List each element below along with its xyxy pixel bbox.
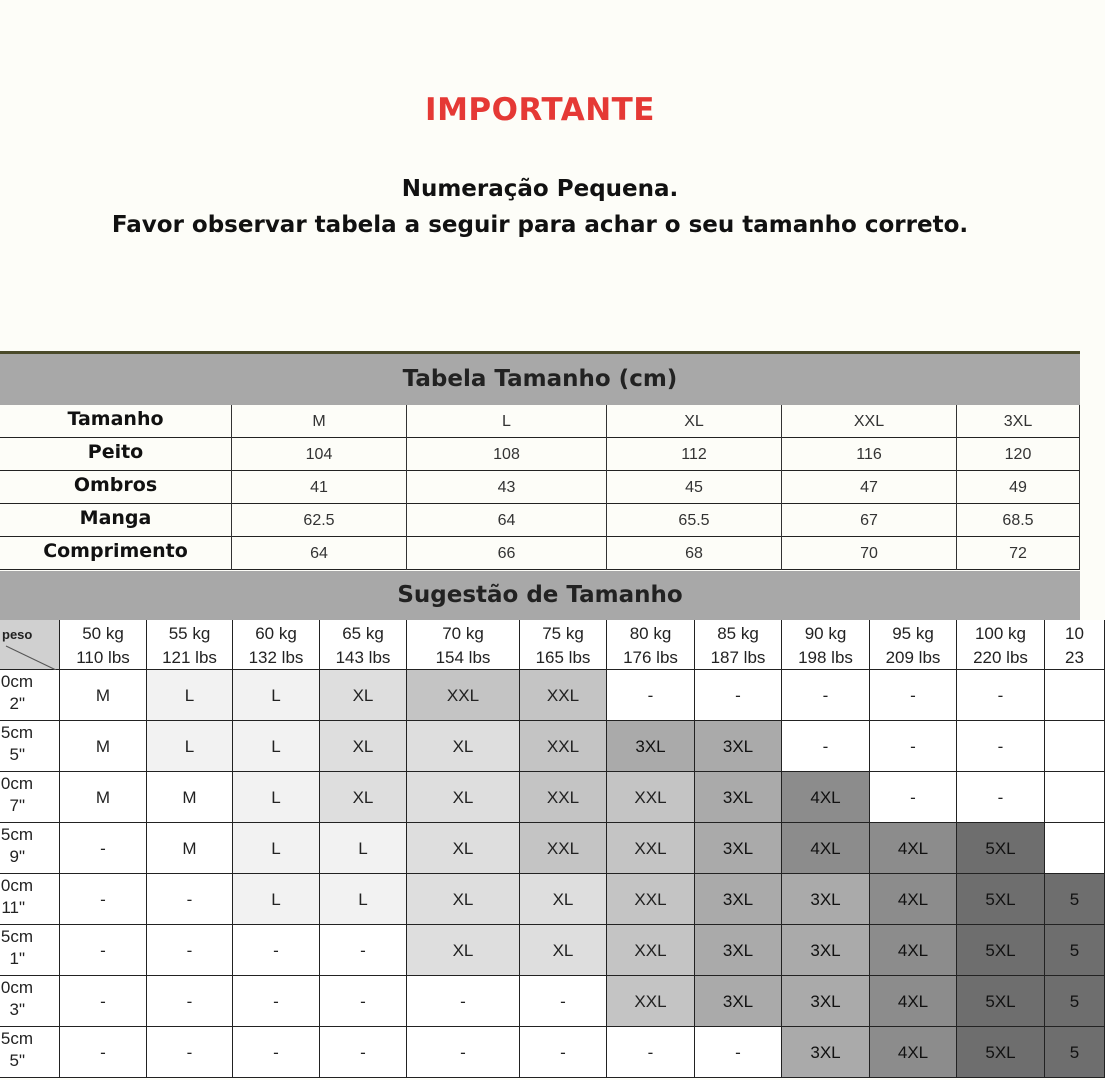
size-suggestion-cell: L <box>233 823 320 874</box>
suggestion-row <box>0 925 1080 976</box>
size-suggestion-cell: XL <box>520 874 607 925</box>
size-suggestion-cell: XXL <box>520 721 607 772</box>
size-suggestion-cell: - <box>320 1027 407 1078</box>
size-table-cell: 64 <box>232 537 407 570</box>
height-ft-label: 2" <box>9 694 25 713</box>
height-label-cell <box>0 772 60 823</box>
height-label-cell <box>0 1027 60 1078</box>
size-suggestion-cell: - <box>695 670 782 721</box>
suggestion-row <box>0 976 1080 1027</box>
height-ft-label: 3" <box>9 1000 25 1019</box>
height-cm-label: 5cm <box>0 723 33 742</box>
size-suggestion-cell: 3XL <box>695 823 782 874</box>
size-table-row <box>0 438 1080 471</box>
size-table-cell: 43 <box>407 471 607 504</box>
size-table-cell: 3XL <box>957 405 1080 438</box>
height-label-cell <box>0 874 60 925</box>
weight-kg-label: 60 kg <box>255 624 297 643</box>
size-suggestion-cell: L <box>320 874 407 925</box>
weight-lbs-label: 198 lbs <box>798 648 853 667</box>
weight-header-cell <box>407 620 520 670</box>
weight-lbs-label: 110 lbs <box>76 648 130 667</box>
size-suggestion-cell: - <box>60 823 147 874</box>
height-cm-label: 5cm <box>0 927 33 946</box>
weight-header-cell <box>520 620 607 670</box>
size-suggestion-cell: 5XL <box>957 823 1045 874</box>
size-table-cell: 64 <box>407 504 607 537</box>
size-suggestion-cell: - <box>147 976 233 1027</box>
size-table-cell: XL <box>607 405 782 438</box>
height-label-cell <box>0 823 60 874</box>
height-label-cell <box>0 670 60 721</box>
size-table-cell: 104 <box>232 438 407 471</box>
size-table-cell: 62.5 <box>232 504 407 537</box>
size-suggestion-cell: 5XL <box>957 976 1045 1027</box>
size-table-row-label: Ombros <box>0 471 232 504</box>
weight-kg-label: 75 kg <box>542 624 584 643</box>
size-suggestion-cell: 3XL <box>782 1027 870 1078</box>
size-suggestion-cell: M <box>147 772 233 823</box>
size-suggestion-cell: XL <box>407 772 520 823</box>
weight-lbs-label: 154 lbs <box>435 648 491 667</box>
size-table-row <box>0 405 1080 438</box>
weight-kg-label: 90 kg <box>804 624 847 643</box>
weight-lbs-label: 23 <box>1065 648 1084 667</box>
weight-kg-label: 65 kg <box>342 624 384 643</box>
size-suggestion-cell: - <box>520 1027 607 1078</box>
size-suggestion-cell: - <box>320 925 407 976</box>
size-table-cell: M <box>232 405 407 438</box>
size-suggestion-cell: L <box>147 721 233 772</box>
size-suggestion-cell: XXL <box>520 670 607 721</box>
size-table-cell: 45 <box>607 471 782 504</box>
weight-header-cell <box>233 620 320 670</box>
weight-lbs-label: 132 lbs <box>248 648 304 667</box>
weight-header-cell <box>782 620 870 670</box>
notice-line-2: Favor observar tabela a seguir para achar o seu tamanho correto. <box>111 212 969 238</box>
height-ft-label: 1" <box>9 949 25 968</box>
weight-lbs-label: 209 lbs <box>885 648 941 667</box>
height-cm-label: 0cm <box>0 876 33 895</box>
size-suggestion-cell <box>1045 721 1105 772</box>
size-suggestion-cell: 5XL <box>957 925 1045 976</box>
size-table-cell: L <box>407 405 607 438</box>
size-table-row-label: Comprimento <box>0 537 232 570</box>
weight-header-cell <box>695 620 782 670</box>
size-suggestion-cell: 5 <box>1045 925 1105 976</box>
size-suggestion-cell: XXL <box>607 874 695 925</box>
height-ft-label: 5" <box>9 1051 25 1070</box>
size-suggestion-cell: XL <box>520 925 607 976</box>
size-suggestion-cell: 3XL <box>695 874 782 925</box>
size-table-cell: 68.5 <box>957 504 1080 537</box>
size-table-cell: 112 <box>607 438 782 471</box>
size-suggestion-cell: 5 <box>1045 976 1105 1027</box>
height-cm-label: 0cm <box>0 978 33 997</box>
height-ft-label: 9" <box>9 847 25 866</box>
size-table-row <box>0 471 1080 504</box>
weight-axis-label: peso <box>2 627 33 642</box>
size-suggestion-cell: XXL <box>607 772 695 823</box>
size-table-row-label: Peito <box>0 438 232 471</box>
size-suggestion-cell: - <box>782 670 870 721</box>
size-suggestion-cell: 5 <box>1045 1027 1105 1078</box>
size-suggestion-cell: 5 <box>1045 874 1105 925</box>
size-suggestion-cell: - <box>233 976 320 1027</box>
height-cm-label: 0cm <box>0 672 33 691</box>
weight-header-cell <box>870 620 957 670</box>
height-label-cell <box>0 721 60 772</box>
height-cm-label: 0cm <box>0 774 33 793</box>
size-suggestion-cell: XXL <box>607 823 695 874</box>
size-table-cell: 67 <box>782 504 957 537</box>
size-table-title: Tabela Tamanho (cm) <box>0 354 1080 405</box>
weight-header-cell <box>147 620 233 670</box>
weight-lbs-label: 165 lbs <box>535 648 591 667</box>
size-suggestion-cell <box>1045 823 1105 874</box>
weight-kg-label: 10 <box>1065 624 1084 643</box>
size-suggestion-cell: L <box>233 874 320 925</box>
height-ft-label: 5" <box>9 745 25 764</box>
size-table-cell: 108 <box>407 438 607 471</box>
suggestion-row <box>0 721 1080 772</box>
weight-header-cell <box>60 620 147 670</box>
size-suggestion-cell: 3XL <box>695 976 782 1027</box>
size-suggestion-cell: M <box>60 772 147 823</box>
size-suggestion-cell: XXL <box>607 976 695 1027</box>
suggestion-row <box>0 670 1080 721</box>
height-label-cell <box>0 925 60 976</box>
height-cm-label: 5cm <box>0 1029 33 1048</box>
table-corner-cell <box>0 620 60 670</box>
size-suggestion-cell: - <box>695 1027 782 1078</box>
size-suggestion-cell: L <box>233 721 320 772</box>
suggestion-row <box>0 1027 1080 1078</box>
size-suggestion-cell: 4XL <box>870 874 957 925</box>
size-suggestion-cell: 4XL <box>870 823 957 874</box>
weight-kg-label: 70 kg <box>442 624 484 643</box>
height-ft-label: 11" <box>1 898 25 917</box>
weight-header-cell <box>957 620 1045 670</box>
size-table-cell: 41 <box>232 471 407 504</box>
size-table-cell: 47 <box>782 471 957 504</box>
weight-header-cell <box>320 620 407 670</box>
size-suggestion-cell: - <box>147 925 233 976</box>
size-suggestion-cell: - <box>60 1027 147 1078</box>
size-suggestion-cell: M <box>60 670 147 721</box>
size-table-cell: 65.5 <box>607 504 782 537</box>
size-table-row <box>0 537 1080 570</box>
size-suggestion-cell: XL <box>320 772 407 823</box>
size-suggestion-cell: - <box>957 721 1045 772</box>
size-suggestion-cell: 4XL <box>782 772 870 823</box>
size-table-cell: 68 <box>607 537 782 570</box>
size-table-row-label: Manga <box>0 504 232 537</box>
notice-line-1: Numeração Pequena. <box>401 176 679 202</box>
weight-header-cell <box>607 620 695 670</box>
size-suggestion-cell: - <box>607 1027 695 1078</box>
size-suggestion-cell: - <box>782 721 870 772</box>
height-label-cell <box>0 976 60 1027</box>
size-suggestion-cell: 4XL <box>782 823 870 874</box>
size-table-row-label: Tamanho <box>0 405 232 438</box>
size-suggestion-cell: - <box>320 976 407 1027</box>
weight-kg-label: 50 kg <box>82 624 124 643</box>
suggestion-table <box>0 620 1084 1080</box>
size-suggestion-cell: - <box>233 1027 320 1078</box>
notice-section <box>0 0 1080 352</box>
weight-lbs-label: 121 lbs <box>162 648 217 667</box>
size-suggestion-cell: XL <box>320 670 407 721</box>
size-suggestion-cell: M <box>60 721 147 772</box>
size-suggestion-cell: - <box>147 874 233 925</box>
size-suggestion-cell: L <box>320 823 407 874</box>
size-suggestion-cell: 4XL <box>870 1027 957 1078</box>
size-table-cell: 66 <box>407 537 607 570</box>
size-suggestion-cell <box>1045 772 1105 823</box>
notice-title: IMPORTANTE <box>425 92 655 128</box>
size-suggestion-cell: XXL <box>520 823 607 874</box>
weight-lbs-label: 187 lbs <box>710 648 766 667</box>
size-suggestion-cell: 3XL <box>782 874 870 925</box>
size-suggestion-cell: - <box>407 976 520 1027</box>
size-suggestion-cell: L <box>233 772 320 823</box>
size-suggestion-cell: L <box>147 670 233 721</box>
size-suggestion-cell: 3XL <box>695 772 782 823</box>
height-ft-label: 7" <box>9 796 25 815</box>
weight-kg-label: 80 kg <box>629 624 672 643</box>
height-cm-label: 5cm <box>0 825 33 844</box>
size-suggestion-cell: - <box>607 670 695 721</box>
size-suggestion-cell: XXL <box>520 772 607 823</box>
weight-lbs-label: 143 lbs <box>335 648 391 667</box>
size-table-cell: 70 <box>782 537 957 570</box>
size-suggestion-cell: - <box>870 721 957 772</box>
suggestion-row <box>0 823 1080 874</box>
size-suggestion-cell: XXL <box>607 925 695 976</box>
size-suggestion-cell: 3XL <box>782 925 870 976</box>
size-suggestion-cell: 4XL <box>870 976 957 1027</box>
suggestion-row <box>0 874 1080 925</box>
size-suggestion-cell: 3XL <box>607 721 695 772</box>
size-suggestion-cell: XL <box>407 823 520 874</box>
size-suggestion-cell: - <box>957 670 1045 721</box>
suggestion-table-title: Sugestão de Tamanho <box>0 571 1080 620</box>
size-suggestion-cell: - <box>60 976 147 1027</box>
size-table-cell: XXL <box>782 405 957 438</box>
size-suggestion-cell: 3XL <box>782 976 870 1027</box>
size-suggestion-cell: 4XL <box>870 925 957 976</box>
size-suggestion-cell: XL <box>407 721 520 772</box>
size-table-cell: 116 <box>782 438 957 471</box>
size-suggestion-cell: - <box>60 925 147 976</box>
weight-kg-label: 85 kg <box>717 624 759 643</box>
size-table-cell: 120 <box>957 438 1080 471</box>
size-suggestion-cell: 3XL <box>695 925 782 976</box>
size-suggestion-cell: - <box>233 925 320 976</box>
size-suggestion-cell: - <box>520 976 607 1027</box>
size-suggestion-cell: XL <box>407 925 520 976</box>
size-suggestion-cell: L <box>233 670 320 721</box>
suggestion-row <box>0 772 1080 823</box>
weight-lbs-label: 176 lbs <box>623 648 678 667</box>
size-suggestion-cell: XL <box>320 721 407 772</box>
size-suggestion-cell: 5XL <box>957 1027 1045 1078</box>
weight-header-cell <box>1045 620 1105 670</box>
size-suggestion-cell: 5XL <box>957 874 1045 925</box>
size-suggestion-cell: - <box>147 1027 233 1078</box>
size-suggestion-cell <box>1045 670 1105 721</box>
weight-lbs-label: 220 lbs <box>973 648 1028 667</box>
size-table-row <box>0 504 1080 537</box>
size-suggestion-cell: - <box>870 772 957 823</box>
size-table-cell: 72 <box>957 537 1080 570</box>
size-suggestion-cell: - <box>870 670 957 721</box>
size-suggestion-cell: XXL <box>407 670 520 721</box>
size-suggestion-cell: M <box>147 823 233 874</box>
size-suggestion-cell: - <box>60 874 147 925</box>
weight-kg-label: 95 kg <box>892 624 934 643</box>
size-suggestion-cell: XL <box>407 874 520 925</box>
size-suggestion-cell: 3XL <box>695 721 782 772</box>
weight-kg-label: 55 kg <box>168 624 211 643</box>
size-table-cell: 49 <box>957 471 1080 504</box>
size-suggestion-cell: - <box>407 1027 520 1078</box>
size-suggestion-cell: - <box>957 772 1045 823</box>
weight-kg-label: 100 kg <box>974 624 1027 643</box>
